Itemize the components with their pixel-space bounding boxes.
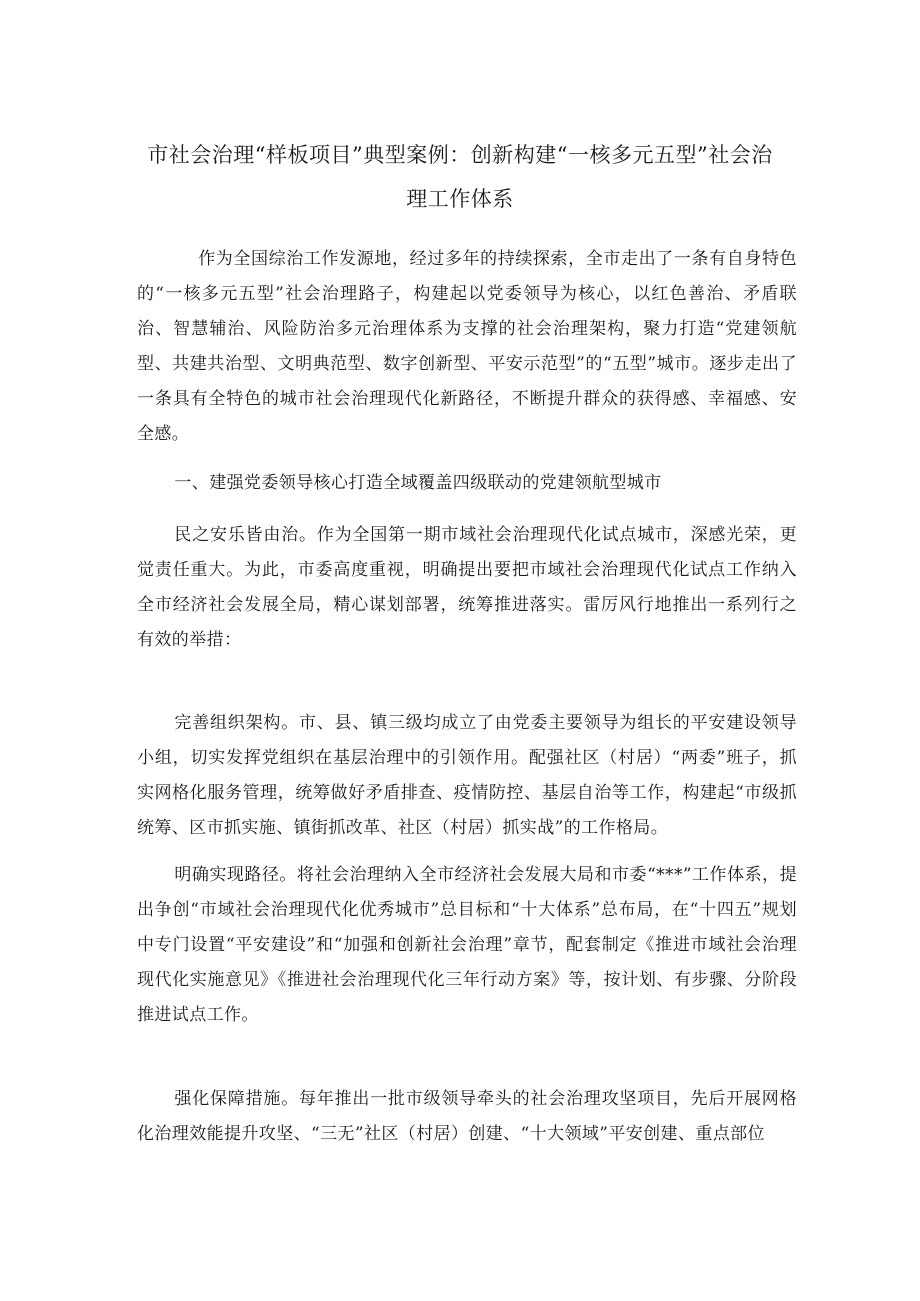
- paragraph-organization: 完善组织架构。市、县、镇三级均成立了由党委主要领导为组长的平安建设领导小组，切实发挥党组织在基层治理中的引领作用。配强社区（村居）“两委”班子，抓实网格化服务管理，统筹做好矛盾排查、疫情防控、基层自治等工作，构建起“市级抓统筹、区市抓实施、镇街抓改革、社区（村居）抓实战”的工作格局。: [137, 713, 797, 838]
- paragraph-path: 明确实现路径。将社会治理纳入全市经济社会发展大局和市委“***”工作体系，提出争创“市域社会治理现代化优秀城市”总目标和“十大体系”总布局，在“十四五”规划中专门设置“平安建设”和“加强和创新社会治理”章节，配套制定《推进市域社会治理现代化实施意见》《推进社会治理现代化三年行动方案》等，按计划、有步骤、分阶段推进试点工作。: [137, 865, 797, 1025]
- paragraph-safeguards: 强化保障措施。每年推出一批市级领导牵头的社会治理攻坚项目，先后开展网格化治理效能提升攻坚、“三无”社区（村居）创建、“十大领域”平安创建、重点部位: [137, 1089, 797, 1144]
- paragraph-leadership: 民之安乐皆由治。作为全国第一期市域社会治理现代化试点城市，深感光荣，更觉责任重大。为此，市委高度重视，明确提出要把市域社会治理现代化试点工作纳入全市经济社会发展全局，精心谋划部署，统筹推进落实。雷厉风行地推出一系列行之有效的举措：: [137, 525, 797, 650]
- intro-paragraph: 作为全国综治工作发源地，经过多年的持续探索，全市走出了一条有自身特色的“一核多元五型”社会治理路子，构建起以党委领导为核心，以红色善治、矛盾联治、智慧辅治、风险防治多元治理体系为支撑的社会治理架构，聚力打造“党建领航型、共建共治型、文明典范型、数字创新型、平安示范型”的“五型”城市。逐步走出了一条具有全特色的城市社会治理现代化新路径，不断提升群众的获得感、幸福感、安全感。: [137, 249, 797, 444]
- document-title-line-1: 市社会治理“样板项目”典型案例：创新构建“一核多元五型”社会治: [147, 143, 773, 167]
- section-1-heading: 一、建强党委领导核心打造全域覆盖四级联动的党建领航型城市: [174, 473, 662, 493]
- document-title-line-2: 理工作体系: [406, 187, 514, 211]
